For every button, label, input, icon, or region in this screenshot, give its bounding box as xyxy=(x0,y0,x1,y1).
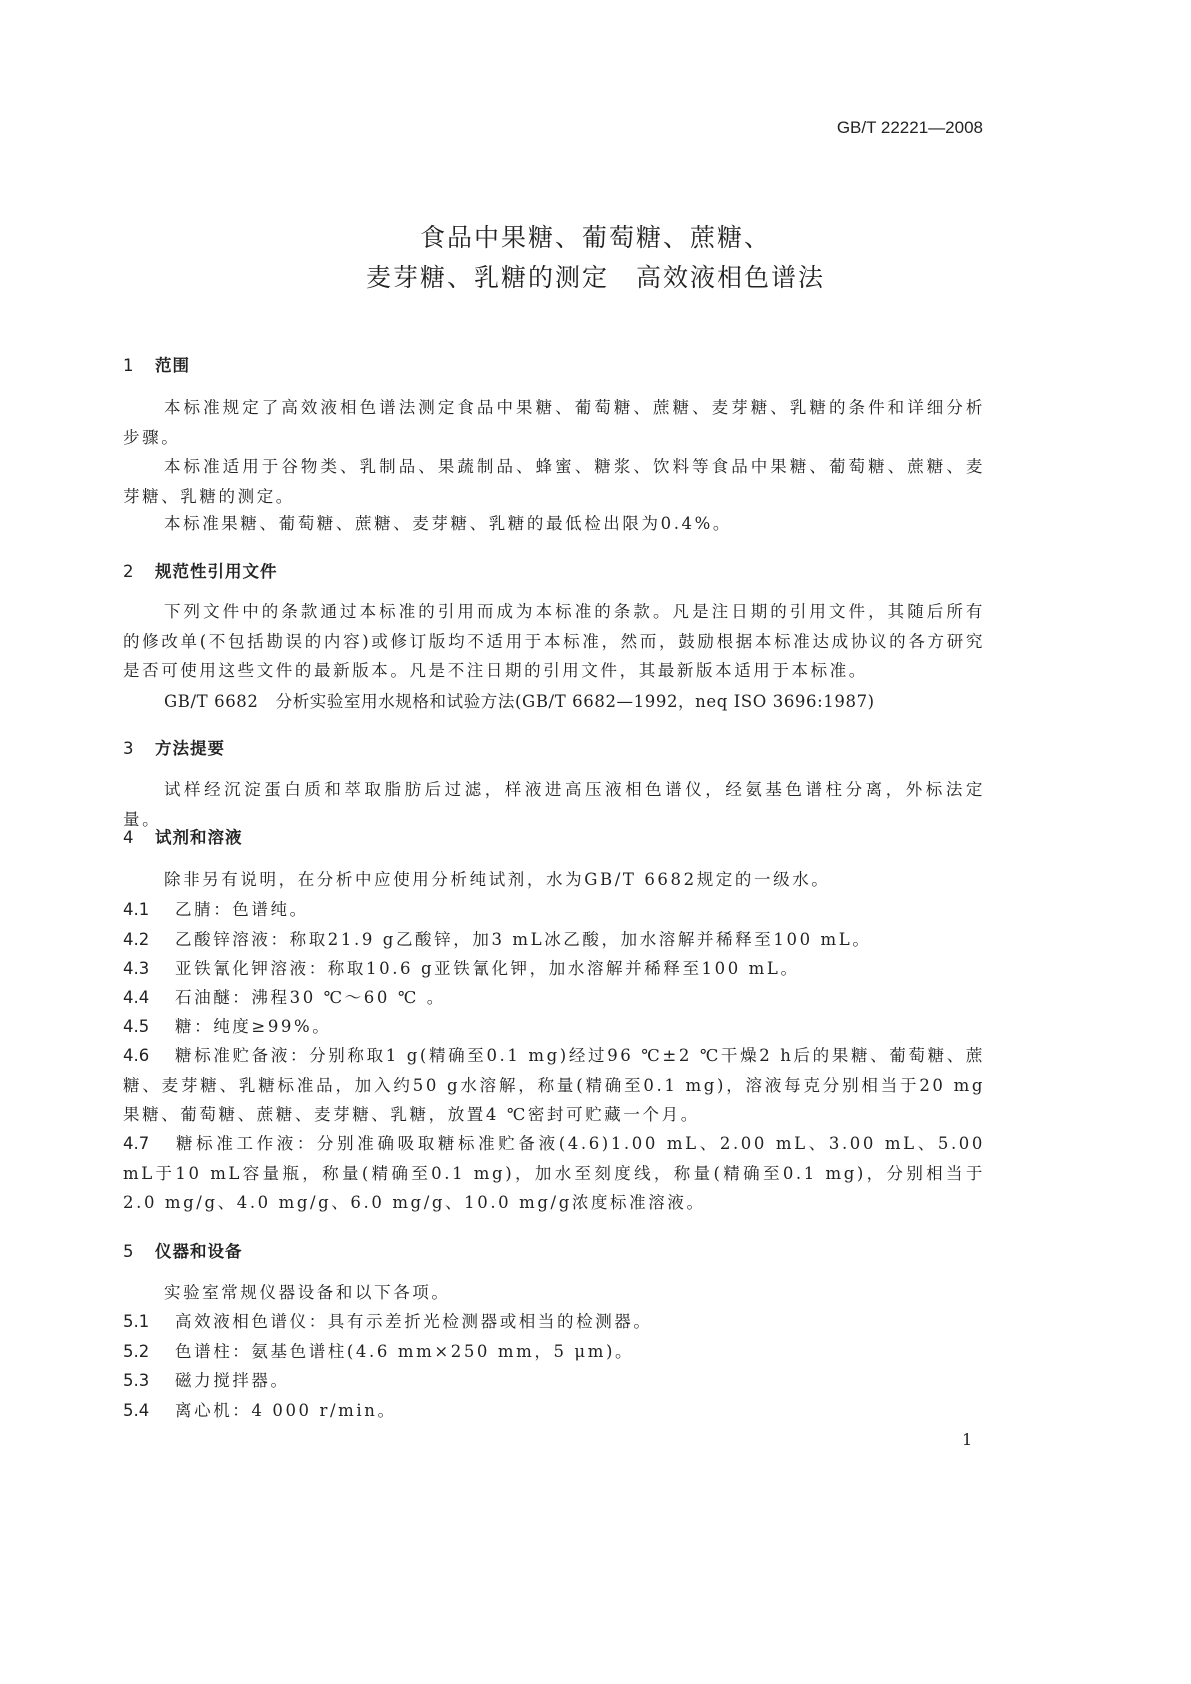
clause-number: 4.5 xyxy=(123,1017,150,1036)
clause-number: 4.7 xyxy=(123,1134,150,1153)
section-5-heading xyxy=(123,1238,243,1262)
page-number: 1 xyxy=(962,1430,973,1449)
title-line-1: 食品中果糖、葡萄糖、蔗糖、 xyxy=(419,223,771,252)
section-title: 试剂和溶液 xyxy=(155,828,243,847)
clause-number: 4.1 xyxy=(123,900,150,919)
standard-number: GB/T 22221—2008 xyxy=(836,118,983,137)
clause-5-2 xyxy=(123,1337,985,1367)
clause-text: 乙腈：色谱纯。 xyxy=(175,900,309,919)
clause-text: 石油醚：沸程30 ℃～60 ℃ 。 xyxy=(175,988,446,1007)
clause-number: 5.4 xyxy=(123,1401,150,1420)
paragraph: 下列文件中的条款通过本标准的引用而成为本标准的条款。凡是注日期的引用文件，其随后所有的修改单(不包括勘误的内容)或修订版均不适用于本标准，然而，鼓励根据本标准达成协议的各方研究是否可使用这些文件的最新版本。凡是不注日期的引用文件，其最新版本适用于本标准。 xyxy=(123,602,985,680)
clause-4-7 xyxy=(123,1129,985,1218)
section-4-heading xyxy=(123,824,243,848)
clause-number: 4.2 xyxy=(123,930,150,949)
section-number: 5 xyxy=(123,1242,135,1261)
section-number: 2 xyxy=(123,562,135,581)
section-number: 4 xyxy=(123,828,135,847)
clause-number: 5.1 xyxy=(123,1312,150,1331)
paragraph: 本标准适用于谷物类、乳制品、果蔬制品、蜂蜜、糖浆、饮料等食品中果糖、葡萄糖、蔗糖、麦芽糖、乳糖的测定。 xyxy=(123,457,985,506)
clause-text: 磁力搅拌器。 xyxy=(175,1371,290,1390)
clause-text: 色谱柱：氨基色谱柱(4.6 mm×250 mm，5 μm)。 xyxy=(175,1342,635,1361)
section-title: 范围 xyxy=(155,356,190,375)
clause-4-2 xyxy=(123,925,985,955)
clause-number: 4.6 xyxy=(123,1046,150,1065)
clause-text: 离心机：4 000 r/min。 xyxy=(175,1401,397,1420)
paragraph: 本标准规定了高效液相色谱法测定食品中果糖、葡萄糖、蔗糖、麦芽糖、乳糖的条件和详细分析步骤。 xyxy=(123,398,985,447)
clause-text: 乙酸锌溶液：称取21.9 g乙酸锌，加3 mL冰乙酸，加水溶解并稀释至100 mL。 xyxy=(175,930,872,949)
clause-5-4 xyxy=(123,1396,985,1426)
paragraph: 除非另有说明，在分析中应使用分析纯试剂，水为GB/T 6682规定的一级水。 xyxy=(164,870,831,889)
clause-number: 4.3 xyxy=(123,959,150,978)
clause-number: 5.3 xyxy=(123,1371,150,1390)
clause-4-3 xyxy=(123,954,985,984)
clause-number: 4.4 xyxy=(123,988,150,1007)
section-title: 方法提要 xyxy=(155,739,225,758)
section-2-heading xyxy=(123,558,278,582)
clause-4-6 xyxy=(123,1041,985,1130)
paragraph: 实验室常规仪器设备和以下各项。 xyxy=(164,1283,451,1302)
section-number: 1 xyxy=(123,356,135,375)
clause-number: 5.2 xyxy=(123,1342,150,1361)
clause-4-5 xyxy=(123,1012,985,1042)
clause-text: 糖标准贮备液：分别称取1 g(精确至0.1 mg)经过96 ℃±2 ℃干燥2 h后的果糖、葡萄糖、蔗糖、麦芽糖、乳糖标准品，加入约50 g水溶解，称量(精确至0.1 mg)，溶液每克分别相当于20 mg果糖、葡萄糖、蔗糖、麦芽糖、乳糖，放置4 ℃密封可贮藏一个月。 xyxy=(123,1046,985,1124)
section-title: 规范性引用文件 xyxy=(155,562,278,581)
clause-4-4 xyxy=(123,983,985,1013)
clause-text: 高效液相色谱仪：具有示差折光检测器或相当的检测器。 xyxy=(175,1312,653,1331)
section-3-heading xyxy=(123,735,225,759)
clause-text: 糖：纯度≥99%。 xyxy=(175,1017,332,1036)
section-title: 仪器和设备 xyxy=(155,1242,243,1261)
reference-entry: GB/T 6682 分析实验室用水规格和试验方法(GB/T 6682—1992，neq ISO 3696:1987) xyxy=(164,692,875,711)
clause-4-1 xyxy=(123,895,985,925)
section-number: 3 xyxy=(123,739,135,758)
paragraph: 本标准果糖、葡萄糖、蔗糖、麦芽糖、乳糖的最低检出限为0.4%。 xyxy=(164,514,733,533)
clause-5-1 xyxy=(123,1307,985,1337)
title-line-2: 麦芽糖、乳糖的测定 高效液相色谱法 xyxy=(365,263,825,292)
paragraph: 试样经沉淀蛋白质和萃取脂肪后过滤，样液进高压液相色谱仪，经氨基色谱柱分离，外标法定量。 xyxy=(123,780,985,829)
section-1-heading xyxy=(123,352,190,376)
clause-text: 亚铁氰化钾溶液：称取10.6 g亚铁氰化钾，加水溶解并稀释至100 mL。 xyxy=(175,959,800,978)
clause-text: 糖标准工作液：分别准确吸取糖标准贮备液(4.6)1.00 mL、2.00 mL、3.00 mL、5.00 mL于10 mL容量瓶，称量(精确至0.1 mg)，加水至刻度线，称量(精确至0.1 mg)，分别相当于2.0 mg/g、4.0 mg/g、6.0 mg/g、10.0 mg/g浓度标准溶液。 xyxy=(123,1134,985,1212)
clause-5-3 xyxy=(123,1366,985,1396)
